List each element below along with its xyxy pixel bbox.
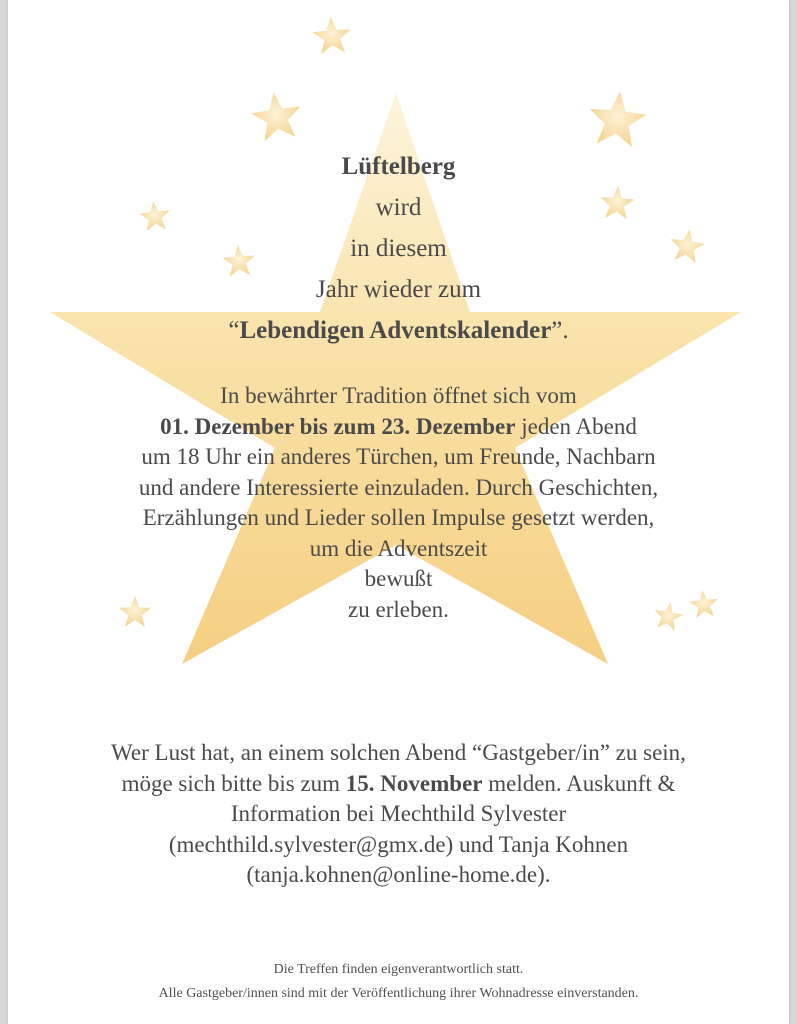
intro-line-3: um 18 Uhr ein anderes Türchen, um Freunde, Nachbarn bbox=[141, 444, 656, 469]
headline-line-4: Jahr wieder zum bbox=[315, 276, 482, 303]
headline-line-5 bbox=[8, 310, 789, 351]
intro-line-7: bewußt bbox=[364, 566, 433, 591]
quote-close: ”. bbox=[551, 317, 569, 344]
deadline-date: 15. November bbox=[345, 770, 483, 796]
intro-paragraph bbox=[8, 381, 789, 625]
small-star-icon bbox=[313, 17, 351, 54]
headline-line-3: in diesem bbox=[350, 235, 447, 262]
intro-line-5: Erzählungen und Lieder sollen Impulse gesetzt werden, bbox=[142, 505, 655, 530]
intro-line-2 bbox=[8, 412, 789, 443]
event-name: Lebendigen Adventskalender bbox=[239, 317, 552, 344]
callout-line-2 bbox=[8, 769, 789, 800]
intro-line-2-rest: jeden Abend bbox=[515, 413, 637, 439]
place-name: Lüftelberg bbox=[341, 153, 456, 180]
callout-line-1: Wer Lust hat, an einem solchen Abend “Gastgeber/in” zu sein, bbox=[111, 740, 686, 765]
intro-line-4: und andere Interessierte einzuladen. Durch Geschichten, bbox=[138, 474, 659, 500]
intro-line-1: In bewährter Tradition öffnet sich vom bbox=[220, 383, 577, 408]
small-star-icon bbox=[251, 92, 300, 141]
footnote-line-2: Alle Gastgeber/innen sind mit der Veröffentlichung ihrer Wohnadresse einverstanden. bbox=[158, 986, 639, 1001]
host-callout bbox=[8, 738, 789, 891]
headline bbox=[8, 146, 789, 351]
contact-email-2: (tanja.kohnen@online-home.de). bbox=[246, 862, 551, 887]
headline-line-2: wird bbox=[375, 194, 422, 221]
footnote-line-1: Die Treffen finden eigenverantwortlich statt. bbox=[273, 962, 524, 977]
callout-line-2-start: möge sich bitte bis zum bbox=[121, 770, 346, 796]
footnote bbox=[8, 958, 789, 1006]
date-range: 01. Dezember bis zum 23. Dezember bbox=[160, 413, 516, 439]
intro-line-8: zu erleben. bbox=[348, 596, 449, 622]
flyer-page bbox=[8, 0, 789, 1024]
small-star-icon bbox=[590, 91, 647, 147]
callout-line-2-end: melden. Auskunft & bbox=[482, 770, 676, 796]
callout-line-3: Information bei Mechthild Sylvester bbox=[230, 801, 567, 826]
contact-email-1: (mechthild.sylvester@gmx.de) und Tanja Kohnen bbox=[168, 831, 629, 857]
quote-open: “ bbox=[228, 317, 240, 344]
intro-line-6: um die Adventszeit bbox=[309, 535, 488, 561]
